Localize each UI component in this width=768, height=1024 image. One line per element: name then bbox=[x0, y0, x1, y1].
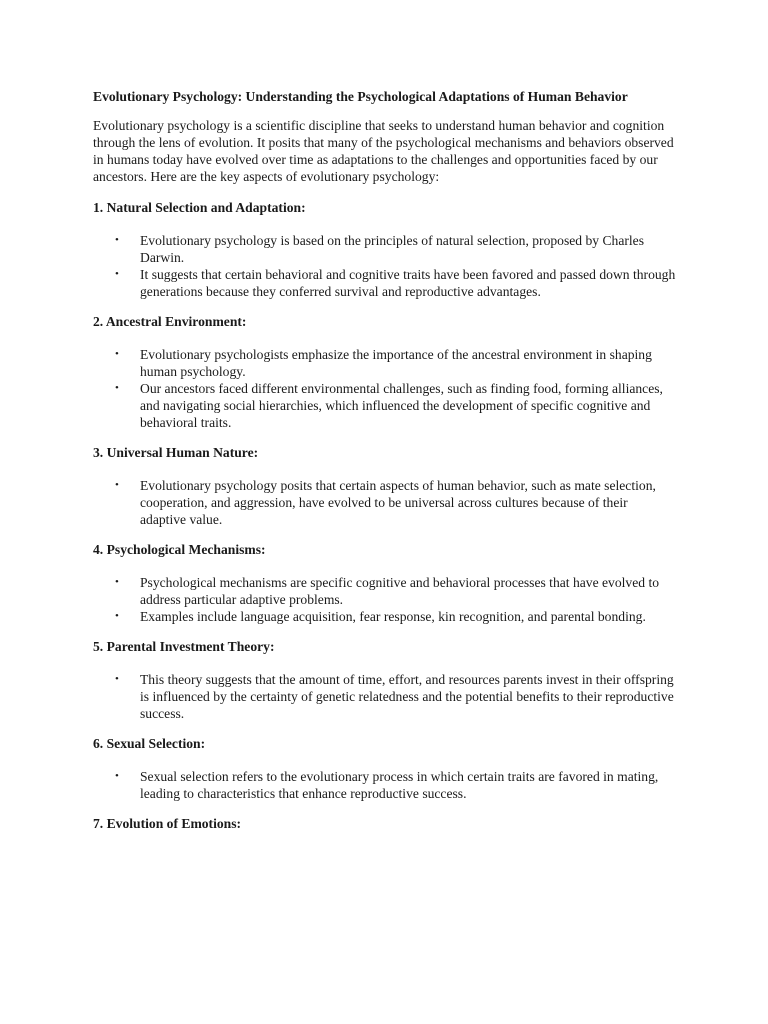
list-item bbox=[93, 671, 676, 722]
list-item bbox=[93, 768, 676, 802]
list-item-text: Sexual selection refers to the evolutionary process in which certain traits are favored in mating, leading to characteristics that enhance reproductive success. bbox=[140, 769, 659, 801]
bullet-icon: • bbox=[115, 234, 119, 246]
bullet-list bbox=[93, 671, 676, 722]
section-heading: 6. Sexual Selection: bbox=[93, 736, 206, 751]
list-item-text: It suggests that certain behavioral and cognitive traits have been favored and passed down through generations because they conferred survival and reproductive advantages. bbox=[140, 267, 676, 299]
bullet-icon: • bbox=[115, 576, 119, 588]
section-heading: 3. Universal Human Nature: bbox=[93, 445, 259, 460]
list-item bbox=[93, 608, 676, 625]
list-item-text: Evolutionary psychology is based on the principles of natural selection, proposed by Charles Darwin. bbox=[140, 233, 644, 265]
bullet-list bbox=[93, 768, 676, 802]
sections-container bbox=[93, 199, 676, 832]
section-heading: 2. Ancestral Environment: bbox=[93, 314, 247, 329]
intro-paragraph: Evolutionary psychology is a scientific discipline that seeks to understand human behavior and cognition through the lens of evolution. It posits that many of the psychological mechanisms and behaviors observed in humans today have evolved over time as adaptations to the challenges and opportunities faced by our ancestors. Here are the key aspects of evolutionary psychology: bbox=[93, 118, 674, 184]
list-item bbox=[93, 574, 676, 608]
section-heading: 4. Psychological Mechanisms: bbox=[93, 542, 266, 557]
list-item bbox=[93, 346, 676, 380]
bullet-list bbox=[93, 477, 676, 528]
bullet-list bbox=[93, 232, 676, 300]
section-heading: 1. Natural Selection and Adaptation: bbox=[93, 200, 306, 215]
bullet-icon: • bbox=[115, 268, 119, 280]
bullet-icon: • bbox=[115, 770, 119, 782]
section-heading: 5. Parental Investment Theory: bbox=[93, 639, 275, 654]
bullet-icon: • bbox=[115, 348, 119, 360]
list-item bbox=[93, 380, 676, 431]
list-item-text: Psychological mechanisms are specific cognitive and behavioral processes that have evolved to address particular adaptive problems. bbox=[140, 575, 660, 607]
document-title: Evolutionary Psychology: Understanding the Psychological Adaptations of Human Behavior bbox=[93, 89, 628, 104]
bullet-list bbox=[93, 574, 676, 625]
list-item bbox=[93, 232, 676, 266]
list-item-text: Evolutionary psychology posits that certain aspects of human behavior, such as mate selection, cooperation, and aggression, have evolved to be universal across cultures because of their adaptive value. bbox=[140, 478, 656, 527]
bullet-icon: • bbox=[115, 382, 119, 394]
bullet-icon: • bbox=[115, 673, 119, 685]
section-heading: 7. Evolution of Emotions: bbox=[93, 816, 242, 831]
bullet-icon: • bbox=[115, 479, 119, 491]
list-item-text: Evolutionary psychologists emphasize the importance of the ancestral environment in shaping human psychology. bbox=[140, 347, 652, 379]
list-item bbox=[93, 477, 676, 528]
bullet-icon: • bbox=[115, 610, 119, 622]
list-item-text: Examples include language acquisition, fear response, kin recognition, and parental bonding. bbox=[140, 609, 646, 624]
list-item-text: This theory suggests that the amount of time, effort, and resources parents invest in their offspring is influenced by the certainty of genetic relatedness and the potential benefits to their reproductive success. bbox=[140, 672, 674, 721]
list-item-text: Our ancestors faced different environmental challenges, such as finding food, forming alliances, and navigating social hierarchies, which influenced the development of specific cognitive and behavioral traits. bbox=[140, 381, 663, 430]
bullet-list bbox=[93, 346, 676, 431]
list-item bbox=[93, 266, 676, 300]
